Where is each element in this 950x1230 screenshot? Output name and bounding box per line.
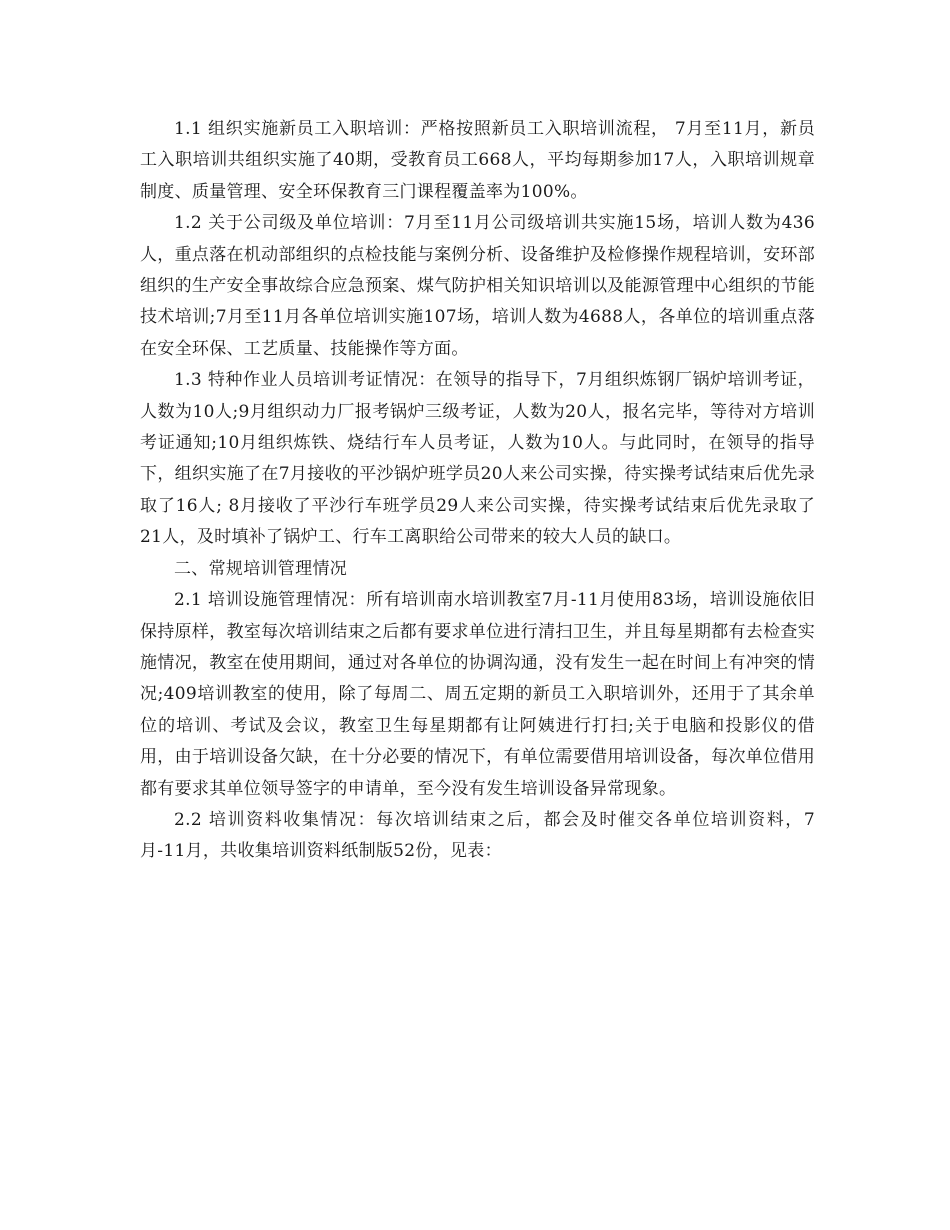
paragraph-1-1-new-employee-training: 1.1 组织实施新员工入职培训：严格按照新员工入职培训流程， 7月至11月，新员工入职培训共组织实施了40期，受教育员工668人，平均每期参加17人，入职培训规章制度、质量管理、安全环保教育三门课程覆盖率为100%。 [140, 119, 815, 202]
paragraph-1-3-special-operation-certification: 1.3 特种作业人员培训考证情况：在领导的指导下，7月组织炼钢厂锅炉培训考证，人数为10人;9月组织动力厂报考锅炉三级考证，人数为20人，报名完毕，等待对方培训考证通知;10月组织炼铁、烧结行车人员考证，人数为10人。与此同时，在领导的指导下，组织实施了在7月接收的平沙锅炉班学员20人来公司实操，待实操考试结束后优先录取了16人; 8月接收了平沙行车班学员29人来公司实操，待实操考试结束后优先录取了21人，及时填补了锅炉工、行车工离职给公司带来的较大人员的缺口。 [140, 370, 815, 548]
paragraph-2-2-material-collection: 2.2 培训资料收集情况：每次培训结束之后，都会及时催交各单位培训资料，7月-11月，共收集培训资料纸制版52份，见表： [140, 809, 815, 862]
section-heading-2: 二、常规培训管理情况 [174, 558, 347, 579]
document-body [140, 114, 815, 868]
paragraph-2-1-facility-management: 2.1 培训设施管理情况：所有培训南水培训教室7月-11月使用83场，培训设施依旧保持原样，教室每次培训结束之后都有要求单位进行清扫卫生，并且每星期都有去检查实施情况，教室在使用期间，通过对各单位的协调沟通，没有发生一起在时间上有冲突的情况;409培训教室的使用，除了每周二、周五定期的新员工入职培训外，还用于了其余单位的培训、考试及会议，教室卫生每星期都有让阿姨进行打扫;关于电脑和投影仪的借用，由于培训设备欠缺，在十分必要的情况下，有单位需要借用培训设备，每次单位借用都有要求其单位领导签字的申请单，至今没有发生培训设备异常现象。 [140, 590, 815, 799]
paragraph-1-2-company-unit-training: 1.2 关于公司级及单位培训：7月至11月公司级培训共实施15场，培训人数为436人，重点落在机动部组织的点检技能与案例分析、设备维护及检修操作规程培训，安环部组织的生产安全事故综合应急预案、煤气防护相关知识培训以及能源管理中心组织的节能技术培训;7月至11月各单位培训实施107场，培训人数为4688人，各单位的培训重点落在安全环保、工艺质量、技能操作等方面。 [140, 213, 815, 359]
